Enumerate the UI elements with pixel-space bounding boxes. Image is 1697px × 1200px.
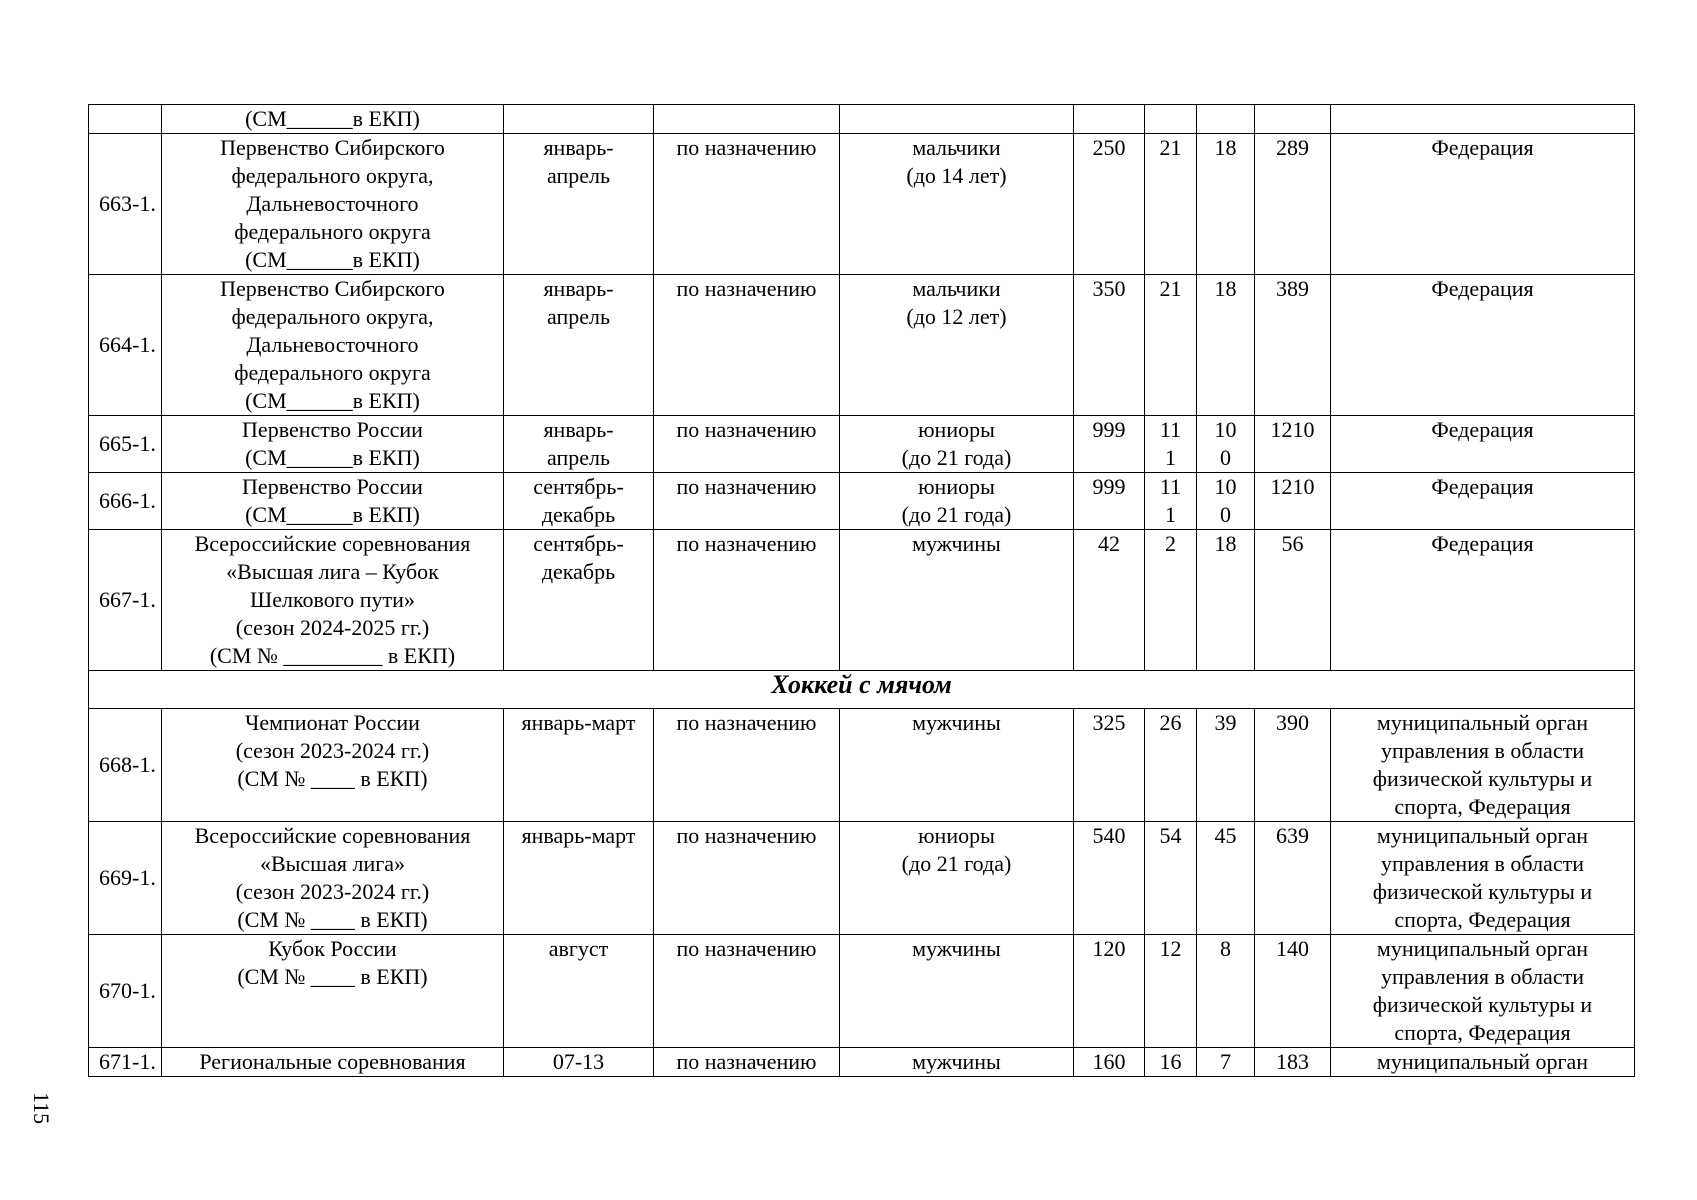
cell-line: по назначению <box>676 474 817 499</box>
cell-line: 21 <box>1159 276 1182 301</box>
cell-line: 42 <box>1098 531 1120 556</box>
event-name-cell <box>162 709 504 822</box>
cell-line: юниоры <box>918 823 995 848</box>
coaches-cell <box>1145 935 1197 1048</box>
table-row <box>89 134 1635 275</box>
cell-line: муниципальный орган <box>1376 1049 1589 1074</box>
judges-cell <box>1197 473 1255 530</box>
cell-line: по назначению <box>676 710 817 735</box>
cell-line: апрель <box>546 304 611 329</box>
event-name-cell <box>162 473 504 530</box>
coaches-cell <box>1145 1048 1197 1077</box>
cell-line: Первенство России <box>242 417 423 442</box>
period-cell <box>504 709 654 822</box>
cell-line: управления в области <box>1381 964 1584 989</box>
participants-cell <box>1074 1048 1145 1077</box>
cell-line: декабрь <box>541 502 616 527</box>
event-name-cell <box>162 935 504 1048</box>
cell-line: по назначению <box>676 531 817 556</box>
cell-line: январь- <box>543 135 614 160</box>
age-group-cell <box>840 134 1074 275</box>
place-cell <box>654 822 840 935</box>
cell-line: «Высшая лига» <box>259 851 406 876</box>
cell-line: юниоры <box>918 417 995 442</box>
cell-line: апрель <box>546 445 611 470</box>
row-number-cell: 663-1. <box>89 134 162 275</box>
total-cell <box>1255 822 1331 935</box>
table-row <box>89 935 1635 1048</box>
place-cell <box>654 416 840 473</box>
participants-cell <box>1074 416 1145 473</box>
organizer-cell <box>1331 1048 1635 1077</box>
cell-line: сентябрь- <box>533 531 624 556</box>
cell-line: муниципальный орган <box>1376 823 1589 848</box>
judges-cell <box>1197 416 1255 473</box>
place-cell <box>654 105 840 134</box>
cell-line: 183 <box>1276 1049 1309 1074</box>
cell-line: (СМ______в ЕКП) <box>245 106 420 131</box>
cell-line: 1 <box>1165 445 1176 470</box>
organizer-cell <box>1331 275 1635 416</box>
cell-line: (сезон 2024-2025 гг.) <box>235 615 430 640</box>
place-cell <box>654 134 840 275</box>
cell-line: Кубок России <box>268 936 397 961</box>
participants-cell <box>1074 935 1145 1048</box>
cell-line: 56 <box>1281 531 1304 556</box>
cell-line: (до 21 года) <box>901 445 1012 470</box>
page-number: 115 <box>29 1092 54 1125</box>
cell-line: по назначению <box>676 276 817 301</box>
cell-line: 21 <box>1159 135 1182 160</box>
judges-cell <box>1197 709 1255 822</box>
cell-line: спорта, Федерация <box>1394 794 1571 819</box>
cell-line: муниципальный орган <box>1376 936 1589 961</box>
cell-line: (до 21 года) <box>901 851 1012 876</box>
total-cell <box>1255 935 1331 1048</box>
cell-line: Всероссийские соревнования <box>194 531 471 556</box>
cell-line: Дальневосточного <box>246 191 419 216</box>
cell-line: юниоры <box>918 474 995 499</box>
table-row <box>89 530 1635 671</box>
cell-line: (СМ______в ЕКП) <box>245 247 420 272</box>
period-cell <box>504 822 654 935</box>
cell-line: 26 <box>1159 710 1182 735</box>
place-cell <box>654 530 840 671</box>
events-table <box>88 104 1635 1077</box>
row-number-cell: 666-1. <box>89 473 162 530</box>
cell-line: 39 <box>1214 710 1237 735</box>
cell-line: мужчины <box>912 936 1001 961</box>
cell-line: (СМ______в ЕКП) <box>245 388 420 413</box>
coaches-cell <box>1145 822 1197 935</box>
cell-line: август <box>548 936 609 961</box>
cell-line: 18 <box>1214 135 1237 160</box>
period-cell <box>504 275 654 416</box>
period-cell <box>504 134 654 275</box>
table-row <box>89 275 1635 416</box>
period-cell <box>504 473 654 530</box>
cell-line: январь-март <box>521 823 636 848</box>
table-row <box>89 105 1635 134</box>
cell-line: Федерация <box>1431 417 1534 442</box>
judges-cell <box>1197 275 1255 416</box>
cell-line: (СМ № ____ в ЕКП) <box>237 766 428 791</box>
cell-line: 16 <box>1159 1049 1182 1074</box>
cell-line: 2 <box>1165 531 1176 556</box>
cell-line: по назначению <box>676 1049 817 1074</box>
participants-cell <box>1074 530 1145 671</box>
cell-line: сентябрь- <box>533 474 624 499</box>
cell-line: федерального округа <box>234 360 431 385</box>
cell-line: (сезон 2023-2024 гг.) <box>235 738 430 763</box>
organizer-cell <box>1331 935 1635 1048</box>
organizer-cell <box>1331 473 1635 530</box>
cell-line: по назначению <box>676 823 817 848</box>
cell-line: Чемпионат России <box>245 710 420 735</box>
section-row <box>89 671 1635 709</box>
cell-line: 540 <box>1092 823 1126 848</box>
cell-line: 289 <box>1276 135 1309 160</box>
row-number-cell: 664-1. <box>89 275 162 416</box>
cell-line: 11 <box>1159 417 1182 442</box>
coaches-cell <box>1145 530 1197 671</box>
cell-line: физической культуры и <box>1372 879 1593 904</box>
cell-line: 389 <box>1276 276 1309 301</box>
cell-line: 11 <box>1159 474 1182 499</box>
age-group-cell <box>840 530 1074 671</box>
judges-cell <box>1197 105 1255 134</box>
cell-line: Первенство Сибирского <box>220 276 445 301</box>
total-cell <box>1255 275 1331 416</box>
cell-line: апрель <box>546 163 611 188</box>
cell-line: федерального округа, <box>231 304 434 329</box>
period-cell <box>504 935 654 1048</box>
participants-cell <box>1074 105 1145 134</box>
cell-line: Первенство Сибирского <box>220 135 445 160</box>
participants-cell <box>1074 134 1145 275</box>
cell-line: декабрь <box>541 559 616 584</box>
cell-line: Всероссийские соревнования <box>194 823 471 848</box>
table-row <box>89 416 1635 473</box>
cell-line: 325 <box>1092 710 1126 735</box>
coaches-cell <box>1145 709 1197 822</box>
period-cell <box>504 416 654 473</box>
period-cell <box>504 530 654 671</box>
cell-line: 999 <box>1092 474 1126 499</box>
cell-line: 18 <box>1214 276 1237 301</box>
event-name-cell <box>162 134 504 275</box>
cell-line: по назначению <box>676 936 817 961</box>
cell-line: (СМ № ____ в ЕКП) <box>237 964 428 989</box>
age-group-cell <box>840 416 1074 473</box>
participants-cell <box>1074 473 1145 530</box>
judges-cell <box>1197 935 1255 1048</box>
event-name-cell <box>162 105 504 134</box>
cell-line: 1210 <box>1270 474 1315 499</box>
cell-line: «Высшая лига – Кубок <box>226 559 439 584</box>
table-row <box>89 709 1635 822</box>
cell-line: 999 <box>1092 417 1126 442</box>
cell-line: 140 <box>1276 936 1309 961</box>
total-cell <box>1255 416 1331 473</box>
row-number-cell: 665-1. <box>89 416 162 473</box>
coaches-cell <box>1145 473 1197 530</box>
event-name-cell <box>162 275 504 416</box>
cell-line: (до 21 года) <box>901 502 1012 527</box>
row-number-cell: 671-1. <box>89 1048 162 1077</box>
cell-line: по назначению <box>676 135 817 160</box>
organizer-cell <box>1331 134 1635 275</box>
cell-line: (СМ______в ЕКП) <box>245 445 420 470</box>
age-group-cell <box>840 105 1074 134</box>
place-cell <box>654 275 840 416</box>
cell-line: 1210 <box>1270 417 1315 442</box>
event-name-cell <box>162 530 504 671</box>
place-cell <box>654 935 840 1048</box>
cell-line: Первенство России <box>242 474 423 499</box>
row-number-cell: 669-1. <box>89 822 162 935</box>
period-cell <box>504 1048 654 1077</box>
event-name-cell <box>162 416 504 473</box>
row-number-cell: 667-1. <box>89 530 162 671</box>
coaches-cell <box>1145 275 1197 416</box>
cell-line: 250 <box>1092 135 1126 160</box>
cell-line: управления в области <box>1381 851 1584 876</box>
cell-line: январь- <box>543 417 614 442</box>
organizer-cell <box>1331 822 1635 935</box>
age-group-cell <box>840 1048 1074 1077</box>
cell-line: 639 <box>1276 823 1309 848</box>
cell-line: Дальневосточного <box>246 332 419 357</box>
cell-line: Федерация <box>1431 474 1534 499</box>
coaches-cell <box>1145 416 1197 473</box>
age-group-cell <box>840 935 1074 1048</box>
cell-line: январь- <box>543 276 614 301</box>
age-group-cell <box>840 709 1074 822</box>
cell-line: 54 <box>1159 823 1182 848</box>
cell-line: (сезон 2023-2024 гг.) <box>235 879 430 904</box>
total-cell <box>1255 105 1331 134</box>
cell-line: муниципальный орган <box>1376 710 1589 735</box>
cell-line: (до 12 лет) <box>906 304 1007 329</box>
cell-line: физической культуры и <box>1372 766 1593 791</box>
cell-line: 10 <box>1214 417 1237 442</box>
cell-line: (СМ______в ЕКП) <box>245 502 420 527</box>
organizer-cell <box>1331 416 1635 473</box>
cell-line: 07-13 <box>552 1049 605 1074</box>
participants-cell <box>1074 275 1145 416</box>
place-cell <box>654 473 840 530</box>
cell-line: мужчины <box>912 531 1001 556</box>
cell-line: Региональные соревнования <box>199 1049 466 1074</box>
place-cell <box>654 709 840 822</box>
cell-line: мальчики <box>912 276 1001 301</box>
row-number-cell <box>89 105 162 134</box>
cell-line: управления в области <box>1381 738 1584 763</box>
cell-line: 350 <box>1092 276 1126 301</box>
total-cell <box>1255 530 1331 671</box>
organizer-cell <box>1331 105 1635 134</box>
cell-line: 7 <box>1220 1049 1231 1074</box>
cell-line: (СМ № _________ в ЕКП) <box>209 643 456 668</box>
period-cell <box>504 105 654 134</box>
coaches-cell <box>1145 134 1197 275</box>
cell-line: спорта, Федерация <box>1394 907 1571 932</box>
coaches-cell <box>1145 105 1197 134</box>
table-row <box>89 822 1635 935</box>
cell-line: (до 14 лет) <box>906 163 1007 188</box>
cell-line: январь-март <box>521 710 636 735</box>
cell-line: физической культуры и <box>1372 992 1593 1017</box>
cell-line: Федерация <box>1431 276 1534 301</box>
total-cell <box>1255 134 1331 275</box>
table-row <box>89 1048 1635 1077</box>
total-cell <box>1255 709 1331 822</box>
organizer-cell <box>1331 530 1635 671</box>
total-cell <box>1255 473 1331 530</box>
cell-line: мальчики <box>912 135 1001 160</box>
cell-line: федерального округа <box>234 219 431 244</box>
judges-cell <box>1197 822 1255 935</box>
cell-line: 45 <box>1214 823 1237 848</box>
cell-line: (СМ № ____ в ЕКП) <box>237 907 428 932</box>
cell-line: 120 <box>1092 936 1126 961</box>
cell-line: 18 <box>1214 531 1237 556</box>
cell-line: 12 <box>1159 936 1182 961</box>
cell-line: Шелкового пути» <box>250 587 415 612</box>
row-number-cell: 668-1. <box>89 709 162 822</box>
judges-cell <box>1197 134 1255 275</box>
total-cell <box>1255 1048 1331 1077</box>
cell-line: 390 <box>1276 710 1309 735</box>
event-name-cell <box>162 822 504 935</box>
age-group-cell <box>840 822 1074 935</box>
participants-cell <box>1074 822 1145 935</box>
cell-line: 8 <box>1220 936 1231 961</box>
age-group-cell <box>840 275 1074 416</box>
cell-line: мужчины <box>912 1049 1001 1074</box>
cell-line: 160 <box>1092 1049 1126 1074</box>
table-row <box>89 473 1635 530</box>
row-number-cell: 670-1. <box>89 935 162 1048</box>
cell-line: Федерация <box>1431 135 1534 160</box>
cell-line: 10 <box>1214 474 1237 499</box>
cell-line: спорта, Федерация <box>1394 1020 1571 1045</box>
cell-line: Федерация <box>1431 531 1534 556</box>
age-group-cell <box>840 473 1074 530</box>
participants-cell <box>1074 709 1145 822</box>
table-body <box>89 105 1635 1077</box>
judges-cell <box>1197 1048 1255 1077</box>
cell-line: 1 <box>1165 502 1176 527</box>
cell-line: мужчины <box>912 710 1001 735</box>
cell-line: по назначению <box>676 417 817 442</box>
cell-line: федерального округа, <box>231 163 434 188</box>
place-cell <box>654 1048 840 1077</box>
cell-line: 0 <box>1220 502 1231 527</box>
section-title: Хоккей с мячом <box>89 671 1635 709</box>
judges-cell <box>1197 530 1255 671</box>
event-name-cell <box>162 1048 504 1077</box>
cell-line: 0 <box>1220 445 1231 470</box>
organizer-cell <box>1331 709 1635 822</box>
